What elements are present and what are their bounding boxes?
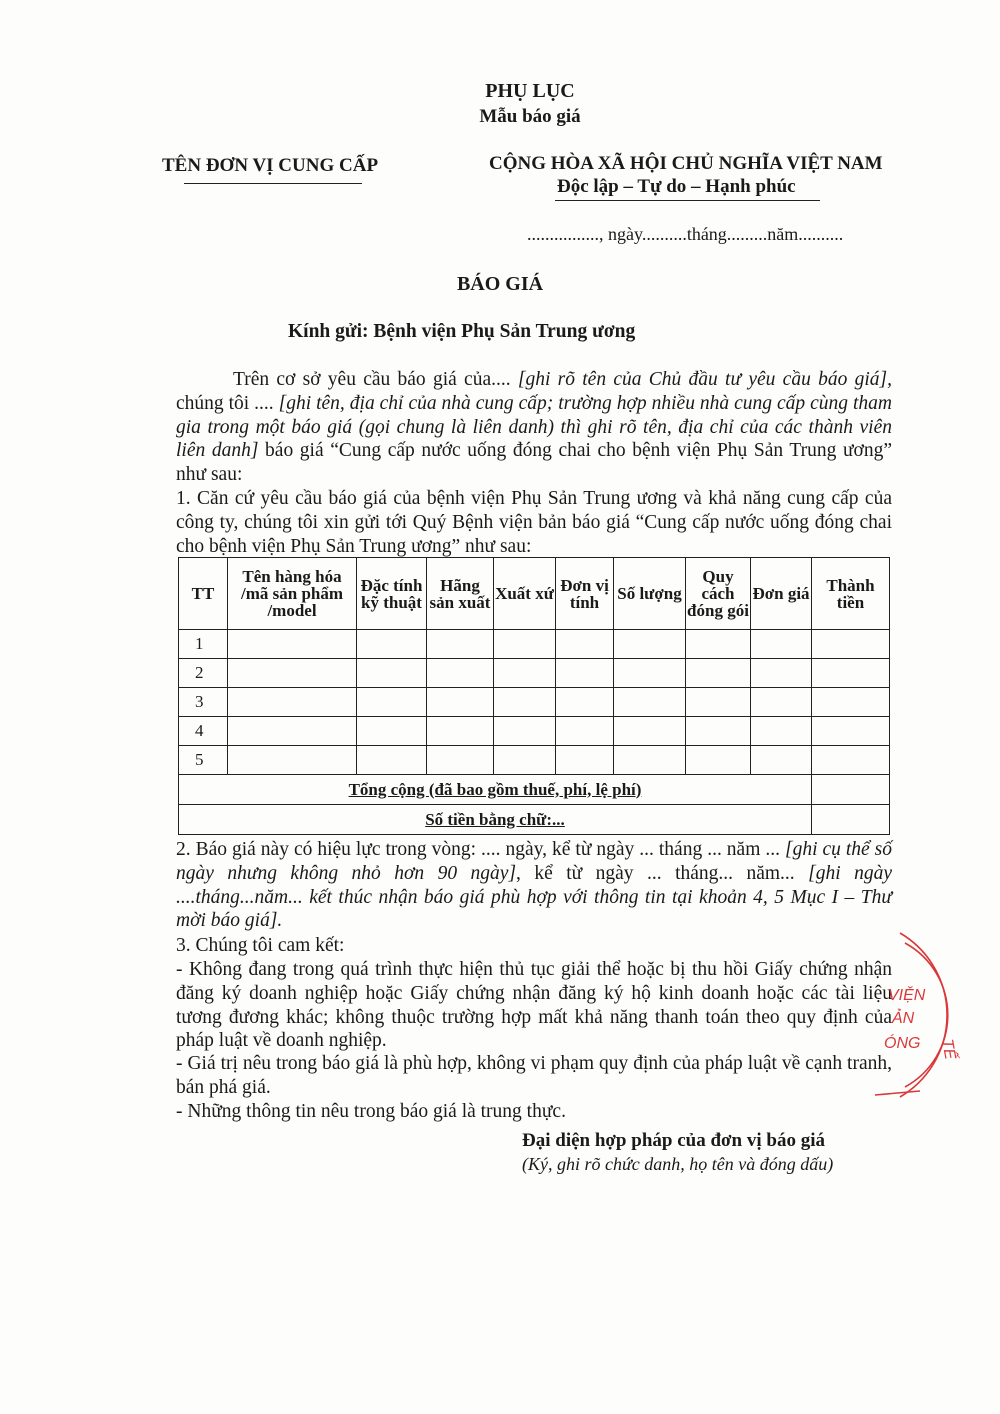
table-cell[interactable]: [751, 659, 812, 688]
section-1: 1. Căn cứ yêu cầu báo giá của bệnh viện Phụ Sản Trung ương và khả năng cung cấp của công ty, chúng tôi xin gửi tới Quý Bệnh viện bản báo giá “Cung cấp nước uống đóng chai cho bệnh viện Phụ Sản Trung ương” như sau:: [176, 488, 892, 557]
table-cell[interactable]: [812, 717, 890, 746]
table-cell[interactable]: [556, 746, 614, 775]
table-row: [179, 630, 890, 659]
table-cell[interactable]: [614, 688, 686, 717]
col-header: Xuất xứ: [494, 558, 556, 630]
svg-text:ẢN: ẢN: [892, 1010, 915, 1027]
table-cell[interactable]: [357, 746, 427, 775]
table-row: [179, 746, 890, 775]
col-header: Quy cách đóng gói: [686, 558, 751, 630]
table-cell[interactable]: [357, 630, 427, 659]
table-cell[interactable]: [686, 688, 751, 717]
table-cell[interactable]: [686, 630, 751, 659]
col-header: TT: [179, 558, 228, 630]
country-name: CỘNG HÒA XÃ HỘI CHỦ NGHĨA VIỆT NAM: [489, 153, 883, 174]
table-cell[interactable]: [427, 688, 494, 717]
supplier-underline: [184, 183, 362, 184]
date-line: ................, ngày..........tháng.........năm..........: [527, 224, 844, 244]
table-cell[interactable]: [427, 717, 494, 746]
table-cell[interactable]: [556, 688, 614, 717]
col-header: Đơn vị tính: [556, 558, 614, 630]
table-cell[interactable]: [427, 746, 494, 775]
commitment-3: - Những thông tin nêu trong báo giá là trung thực.: [176, 1101, 566, 1122]
table-cell[interactable]: [494, 746, 556, 775]
supplier-label: TÊN ĐƠN VỊ CUNG CẤP: [162, 155, 379, 176]
svg-text:VIỆN: VIỆN: [888, 987, 926, 1004]
motto-underline: [555, 200, 820, 201]
form-name: Mẫu báo giá: [479, 106, 581, 127]
table-header-row: [179, 558, 890, 630]
table-cell[interactable]: [556, 717, 614, 746]
table-cell[interactable]: [494, 659, 556, 688]
table-cell[interactable]: [614, 717, 686, 746]
col-header: Đặc tính kỹ thuật: [357, 558, 427, 630]
table-cell[interactable]: [812, 659, 890, 688]
table-cell[interactable]: [751, 746, 812, 775]
table-cell[interactable]: [494, 688, 556, 717]
svg-text:TẾ: TẾ: [938, 1037, 959, 1061]
table-cell[interactable]: [751, 688, 812, 717]
commitment-1: - Không đang trong quá trình thực hiện thủ tục giải thể hoặc bị thu hồi Giấy chứng nhận đăng ký doanh nghiệp hoặc Giấy chứng nhận đăng ký hộ kinh doanh hoặc các tài liệu tương đương khác; không thuộc trường hợp mất khả năng thanh toán theo quy định của pháp luật về doanh nghiệp.: [176, 959, 892, 1052]
row-number: 4: [179, 717, 228, 746]
table-cell[interactable]: [357, 688, 427, 717]
table-cell[interactable]: [556, 659, 614, 688]
table-cell[interactable]: [751, 717, 812, 746]
row-number: 3: [179, 688, 228, 717]
quote-table: [178, 557, 890, 835]
table-cell[interactable]: [614, 659, 686, 688]
table-cell[interactable]: [614, 746, 686, 775]
table-cell[interactable]: [228, 717, 357, 746]
signature-title: Đại diện hợp pháp của đơn vị báo giá: [522, 1130, 825, 1151]
table-cell[interactable]: [494, 717, 556, 746]
addressee: Kính gửi: Bệnh viện Phụ Sản Trung ương: [288, 321, 636, 342]
document-title: BÁO GIÁ: [456, 273, 544, 295]
table-row: [179, 659, 890, 688]
table-cell[interactable]: [686, 717, 751, 746]
table-cell[interactable]: [427, 659, 494, 688]
in-words-label: Số tiền bằng chữ:...: [179, 805, 812, 835]
table-cell[interactable]: [812, 630, 890, 659]
table-cell[interactable]: [228, 688, 357, 717]
red-stamp: [860, 925, 1000, 1105]
col-header: Thành tiền: [812, 558, 890, 630]
motto: Độc lập – Tự do – Hạnh phúc: [557, 176, 796, 197]
table-cell[interactable]: [812, 746, 890, 775]
in-words-row: [179, 805, 890, 835]
commitment-2: - Giá trị nêu trong báo giá là phù hợp, không vi phạm quy định của pháp luật về cạnh tranh, bán phá giá.: [176, 1053, 892, 1098]
in-words-value-cell[interactable]: [812, 805, 890, 835]
col-header: Hãng sản xuất: [427, 558, 494, 630]
table-cell[interactable]: [357, 659, 427, 688]
row-number: 1: [179, 630, 228, 659]
total-row: [179, 775, 890, 805]
row-number: 2: [179, 659, 228, 688]
table-row: [179, 717, 890, 746]
table-cell[interactable]: [686, 746, 751, 775]
col-header: Tên hàng hóa /mã sản phẩm /model: [228, 558, 357, 630]
row-number: 5: [179, 746, 228, 775]
table-cell[interactable]: [494, 630, 556, 659]
table-cell[interactable]: [228, 630, 357, 659]
table-cell[interactable]: [614, 630, 686, 659]
table-cell[interactable]: [228, 746, 357, 775]
table-cell[interactable]: [357, 717, 427, 746]
appendix-title: PHỤ LỤC: [485, 80, 575, 102]
col-header: Đơn giá: [751, 558, 812, 630]
total-label: Tổng cộng (đã bao gồm thuế, phí, lệ phí): [179, 775, 812, 805]
signature-note: (Ký, ghi rõ chức danh, họ tên và đóng dấu): [522, 1154, 834, 1174]
intro-paragraph: Trên cơ sở yêu cầu báo giá của.... [ghi rõ tên của Chủ đầu tư yêu cầu báo giá], chúng tôi .... [ghi tên, địa chỉ của nhà cung cấp; trường hợp nhiều nhà cung cấp cùng tham gia trong một báo giá (gọi chung là liên danh) thì ghi rõ tên, địa chỉ của các thành viên liên danh] báo giá “Cung cấp nước uống đóng chai cho bệnh viện Phụ Sản Trung ương” như sau:: [176, 369, 893, 486]
table-cell[interactable]: [228, 659, 357, 688]
section-2: 2. Báo giá này có hiệu lực trong vòng: .... ngày, kể từ ngày ... tháng ... năm ... [ghi cụ thể số ngày nhưng không nhỏ hơn 90 ngày], kể từ ngày ... tháng... năm... [ghi ngày ....tháng...năm... kết thúc nhận báo giá phù hợp với thông tin tại khoản 4, 5 Mục I – Thư mời báo giá].: [176, 839, 893, 932]
table-cell[interactable]: [812, 688, 890, 717]
table-row: [179, 688, 890, 717]
section-3-title: 3. Chúng tôi cam kết:: [176, 935, 345, 956]
table-cell[interactable]: [556, 630, 614, 659]
table-cell[interactable]: [751, 630, 812, 659]
svg-text:ÓNG: ÓNG: [884, 1035, 921, 1052]
table-cell[interactable]: [427, 630, 494, 659]
col-header: Số lượng: [614, 558, 686, 630]
table-cell[interactable]: [686, 659, 751, 688]
total-value-cell[interactable]: [812, 775, 890, 805]
